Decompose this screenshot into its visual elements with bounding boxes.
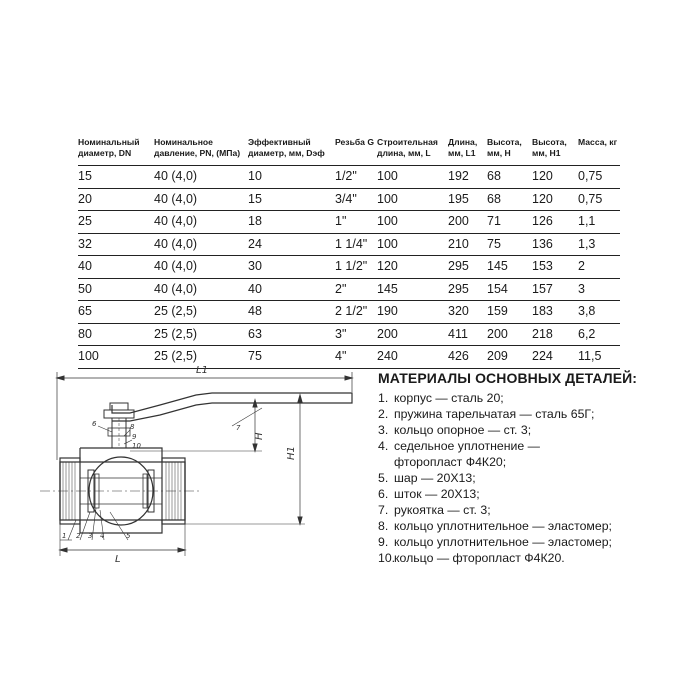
cell-dn: 65 [78, 301, 154, 324]
cell-h: 159 [487, 301, 532, 324]
cell-l1: 320 [448, 301, 487, 324]
cell-l1: 295 [448, 256, 487, 279]
cell-dn: 20 [78, 188, 154, 211]
list-item: 3. кольцо опорное — ст. 3; [378, 423, 532, 437]
callout-7: 7 [236, 424, 241, 432]
header-l1: Длина, мм, L1 [448, 137, 478, 158]
list-item-continuation: фторопласт Ф4К20; [394, 455, 507, 469]
cell-mass: 1,3 [578, 233, 620, 256]
cell-l: 100 [377, 166, 448, 189]
table-row [78, 278, 620, 301]
header-pn: Номинальное давление, PN, (МПа) [154, 137, 241, 158]
cell-mass: 6,2 [578, 323, 620, 346]
table-row [78, 188, 620, 211]
cell-mass: 2 [578, 256, 620, 279]
cell-mass: 1,1 [578, 211, 620, 234]
callout-5: 5 [126, 532, 131, 540]
cell-deff: 30 [248, 256, 335, 279]
list-item: 8. кольцо уплотнительное — эластомер; [378, 519, 612, 533]
cell-l1: 192 [448, 166, 487, 189]
table-row [78, 233, 620, 256]
table-header-row [78, 137, 620, 166]
cell-deff: 18 [248, 211, 335, 234]
cell-l: 190 [377, 301, 448, 324]
cell-h1: 120 [532, 166, 578, 189]
cell-dn: 100 [78, 346, 154, 369]
list-item: 4. седельное уплотнение — [378, 439, 540, 453]
cell-dn: 80 [78, 323, 154, 346]
table-row [78, 256, 620, 279]
list-item: 6. шток — 20Х13; [378, 487, 480, 501]
cell-mass: 0,75 [578, 188, 620, 211]
cell-thread: 3/4" [335, 188, 377, 211]
list-item: 7. рукоятка — ст. 3; [378, 503, 491, 517]
cell-l: 100 [377, 233, 448, 256]
callout-9: 9 [132, 433, 137, 441]
callout-3: 3 [88, 532, 93, 540]
cell-l1: 195 [448, 188, 487, 211]
cell-h: 71 [487, 211, 532, 234]
cell-l: 200 [377, 323, 448, 346]
callout-1: 1 [62, 532, 67, 540]
cell-deff: 75 [248, 346, 335, 369]
cell-mass: 11,5 [578, 346, 620, 369]
header-h1: Высота, мм, H1 [532, 137, 567, 158]
cell-dn: 40 [78, 256, 154, 279]
cell-pn: 25 (2,5) [154, 346, 248, 369]
cell-dn: 50 [78, 278, 154, 301]
table-row [78, 323, 620, 346]
table-row [78, 301, 620, 324]
list-item: 1. корпус — сталь 20; [378, 391, 504, 405]
cell-dn: 15 [78, 166, 154, 189]
cell-pn: 25 (2,5) [154, 323, 248, 346]
cell-thread: 1 1/2" [335, 256, 377, 279]
cell-thread: 4" [335, 346, 377, 369]
cell-deff: 24 [248, 233, 335, 256]
cell-mass: 3 [578, 278, 620, 301]
cell-deff: 48 [248, 301, 335, 324]
header-mass: Масса, кг [578, 137, 618, 147]
cell-pn: 40 (4,0) [154, 278, 248, 301]
callout-4: 4 [100, 532, 105, 540]
dim-h-label: H [254, 432, 265, 440]
callout-10: 10 [132, 442, 141, 450]
header-h: Высота, мм, H [487, 137, 522, 158]
header-l: Строительная длина, мм, L [377, 137, 438, 158]
cell-l1: 210 [448, 233, 487, 256]
list-item: 10.кольцо — фторопласт Ф4К20. [378, 551, 565, 565]
cell-mass: 3,8 [578, 301, 620, 324]
cell-thread: 2 1/2" [335, 301, 377, 324]
cell-l1: 426 [448, 346, 487, 369]
cell-thread: 3" [335, 323, 377, 346]
cell-deff: 63 [248, 323, 335, 346]
cell-h: 200 [487, 323, 532, 346]
cell-l: 100 [377, 211, 448, 234]
cell-h: 68 [487, 166, 532, 189]
cell-l: 120 [377, 256, 448, 279]
header-dn: Номинальный диаметр, DN [78, 137, 140, 158]
cell-dn: 25 [78, 211, 154, 234]
dim-l1-label: L1 [196, 365, 208, 376]
cell-h1: 120 [532, 188, 578, 211]
list-item: 9. кольцо уплотнительное — эластомер; [378, 535, 612, 549]
cell-dn: 32 [78, 233, 154, 256]
callout-8: 8 [130, 423, 135, 431]
cell-pn: 40 (4,0) [154, 256, 248, 279]
list-item: 2. пружина тарельчатая — сталь 65Г; [378, 407, 595, 421]
callout-6: 6 [92, 420, 97, 428]
cell-pn: 25 (2,5) [154, 301, 248, 324]
cell-l: 100 [377, 188, 448, 211]
header-deff: Эффективный диаметр, мм, Dэф [248, 137, 325, 158]
cell-deff: 10 [248, 166, 335, 189]
cell-thread: 1 1/4" [335, 233, 377, 256]
cell-l1: 411 [448, 323, 487, 346]
cell-thread: 2" [335, 278, 377, 301]
cell-deff: 40 [248, 278, 335, 301]
list-item: 5. шар — 20Х13; [378, 471, 476, 485]
cell-h: 75 [487, 233, 532, 256]
materials-section [378, 370, 678, 566]
materials-title: МАТЕРИАЛЫ ОСНОВНЫХ ДЕТАЛЕЙ: [378, 370, 638, 386]
cell-h: 145 [487, 256, 532, 279]
cell-h1: 136 [532, 233, 578, 256]
cell-mass: 0,75 [578, 166, 620, 189]
callout-2: 2 [76, 532, 81, 540]
cell-pn: 40 (4,0) [154, 166, 248, 189]
cell-pn: 40 (4,0) [154, 188, 248, 211]
header-thread: Резьба G [335, 137, 375, 147]
cell-h: 209 [487, 346, 532, 369]
dim-l-label: L [115, 554, 121, 565]
materials-list [378, 390, 678, 566]
cell-thread: 1" [335, 211, 377, 234]
cell-h1: 153 [532, 256, 578, 279]
cell-h1: 218 [532, 323, 578, 346]
cell-l1: 295 [448, 278, 487, 301]
cell-h1: 126 [532, 211, 578, 234]
cell-l: 145 [377, 278, 448, 301]
cell-h: 154 [487, 278, 532, 301]
cell-thread: 1/2" [335, 166, 377, 189]
cell-l: 240 [377, 346, 448, 369]
cell-pn: 40 (4,0) [154, 233, 248, 256]
cell-pn: 40 (4,0) [154, 211, 248, 234]
spec-table [78, 137, 620, 369]
cell-h: 68 [487, 188, 532, 211]
cell-h1: 157 [532, 278, 578, 301]
cell-h1: 183 [532, 301, 578, 324]
table-row [78, 166, 620, 189]
dim-h1-label: H1 [286, 446, 297, 460]
cell-h1: 224 [532, 346, 578, 369]
cell-deff: 15 [248, 188, 335, 211]
table-row [78, 346, 620, 369]
cell-l1: 200 [448, 211, 487, 234]
table-row [78, 211, 620, 234]
